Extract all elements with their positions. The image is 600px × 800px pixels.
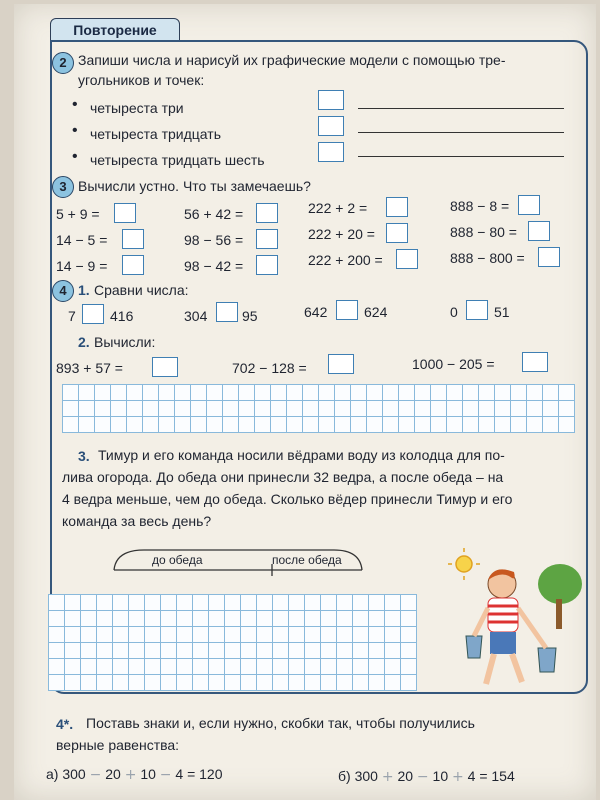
equation-b-term-10: 10 xyxy=(432,768,449,784)
calc-expr: 1000 − 205 = xyxy=(412,356,495,372)
answer-box[interactable] xyxy=(256,229,278,249)
answer-box[interactable] xyxy=(114,203,136,223)
expr: 14 − 9 = xyxy=(56,258,108,274)
problem-line-1: Тимур и его команда носили вёдрами воду из колодца для по- xyxy=(98,447,505,463)
task-2-item-3: четыреста тридцать шесть xyxy=(90,152,265,168)
diagram-label-before: до обеда xyxy=(152,553,203,567)
task-4-part1-label: 1. xyxy=(78,282,90,298)
boy-with-buckets-illustration xyxy=(442,544,592,694)
equation-a-end: 4 = 120 xyxy=(175,766,223,782)
answer-box[interactable] xyxy=(318,90,344,110)
answer-box[interactable] xyxy=(328,354,354,374)
answer-line[interactable] xyxy=(358,156,564,157)
section-title: Повторение xyxy=(50,18,180,42)
solution-grid[interactable] xyxy=(48,594,417,691)
answer-box[interactable] xyxy=(396,249,418,269)
expr: 222 + 2 = xyxy=(308,200,368,216)
task-3-number: 3 xyxy=(52,176,74,198)
compare-left: 304 xyxy=(184,308,208,324)
diagram-label-after: после обеда xyxy=(272,553,342,567)
task-4-part1-title: Сравни числа: xyxy=(94,282,189,298)
problem-line-3: 4 ведра меньше, чем до обеда. Сколько вёдер принесли Тимур и его xyxy=(62,491,513,507)
expr: 5 + 9 = xyxy=(56,206,100,222)
equation-b-end: 4 = 154 xyxy=(467,768,515,784)
compare-box[interactable] xyxy=(82,304,104,324)
task-4-part2-label: 2. xyxy=(78,334,90,350)
expr: 14 − 5 = xyxy=(56,232,108,248)
bullet-icon: • xyxy=(72,122,78,139)
answer-line[interactable] xyxy=(358,108,564,109)
equation-b-term-20: 20 xyxy=(397,768,414,784)
expr: 56 + 42 = xyxy=(184,206,244,222)
problem-line-4: команда за весь день? xyxy=(62,513,212,529)
expr: 888 − 8 = xyxy=(450,198,510,214)
answer-box[interactable] xyxy=(256,203,278,223)
answer-line[interactable] xyxy=(358,132,564,133)
task-2-item-1: четыреста три xyxy=(90,100,184,116)
sign-b-1[interactable]: + xyxy=(381,769,394,785)
expr: 222 + 200 = xyxy=(308,252,383,268)
answer-box[interactable] xyxy=(122,255,144,275)
equation-a-start: а) 300 xyxy=(46,766,86,782)
task-2-instruction-line2: угольников и точек: xyxy=(78,72,205,88)
compare-box[interactable] xyxy=(466,300,488,320)
writing-grid[interactable] xyxy=(62,384,575,433)
bucket-icon xyxy=(538,648,556,672)
expr: 98 − 56 = xyxy=(184,232,244,248)
expr: 222 + 20 = xyxy=(308,226,375,242)
answer-box[interactable] xyxy=(522,352,548,372)
sign-a-1[interactable]: − xyxy=(89,767,102,783)
compare-left: 642 xyxy=(304,304,328,320)
task-4star-line2: верные равенства: xyxy=(56,737,180,753)
answer-box[interactable] xyxy=(528,221,550,241)
sign-b-3[interactable]: + xyxy=(452,769,464,785)
equation-b-start: б) 300 xyxy=(338,768,378,784)
answer-box[interactable] xyxy=(518,195,540,215)
bullet-icon: • xyxy=(72,148,78,165)
calc-expr: 893 + 57 = xyxy=(56,360,123,376)
sun-icon xyxy=(456,556,472,572)
compare-right: 416 xyxy=(110,308,134,324)
sign-a-2[interactable]: + xyxy=(124,767,137,783)
task-4star-line1: Поставь знаки и, если нужно, скобки так, чтобы получились xyxy=(86,715,475,731)
task-4-part3-label: 3. xyxy=(78,448,90,464)
compare-right: 624 xyxy=(364,304,388,320)
compare-left: 7 xyxy=(68,308,76,324)
compare-box[interactable] xyxy=(216,302,238,322)
expr: 888 − 80 = xyxy=(450,224,517,240)
answer-box[interactable] xyxy=(318,116,344,136)
task-2-item-2: четыреста тридцать xyxy=(90,126,221,142)
compare-left: 0 xyxy=(450,304,458,320)
answer-box[interactable] xyxy=(386,197,408,217)
expr: 888 − 800 = xyxy=(450,250,525,266)
task-2-number: 2 xyxy=(52,52,74,74)
answer-box[interactable] xyxy=(122,229,144,249)
equation-b xyxy=(338,768,515,785)
answer-box[interactable] xyxy=(386,223,408,243)
answer-box[interactable] xyxy=(152,357,178,377)
bucket-icon xyxy=(466,636,482,658)
equation-a-term-20: 20 xyxy=(105,766,121,782)
compare-right: 51 xyxy=(494,304,510,320)
answer-box[interactable] xyxy=(256,255,278,275)
expr: 98 − 42 = xyxy=(184,258,244,274)
compare-box[interactable] xyxy=(336,300,358,320)
sign-a-3[interactable]: − xyxy=(159,767,172,783)
task-4star-label: 4*. xyxy=(56,716,74,732)
task-4-number: 4 xyxy=(52,280,74,302)
task-2-instruction-line1: Запиши числа и нарисуй их графические модели с помощью тре- xyxy=(78,52,506,68)
task-3-instruction: Вычисли устно. Что ты замечаешь? xyxy=(78,178,311,194)
bullet-icon: • xyxy=(72,96,78,113)
task-4-part2-title: Вычисли: xyxy=(94,334,156,350)
sign-b-2[interactable]: − xyxy=(416,769,429,785)
calc-expr: 702 − 128 = xyxy=(232,360,307,376)
answer-box[interactable] xyxy=(318,142,344,162)
answer-box[interactable] xyxy=(538,247,560,267)
textbook-page xyxy=(14,4,596,800)
compare-right: 95 xyxy=(242,308,258,324)
problem-line-2: лива огорода. До обеда они принесли 32 ведра, а после обеда – на xyxy=(62,469,504,485)
equation-a xyxy=(46,766,223,783)
equation-a-term-10: 10 xyxy=(140,766,156,782)
